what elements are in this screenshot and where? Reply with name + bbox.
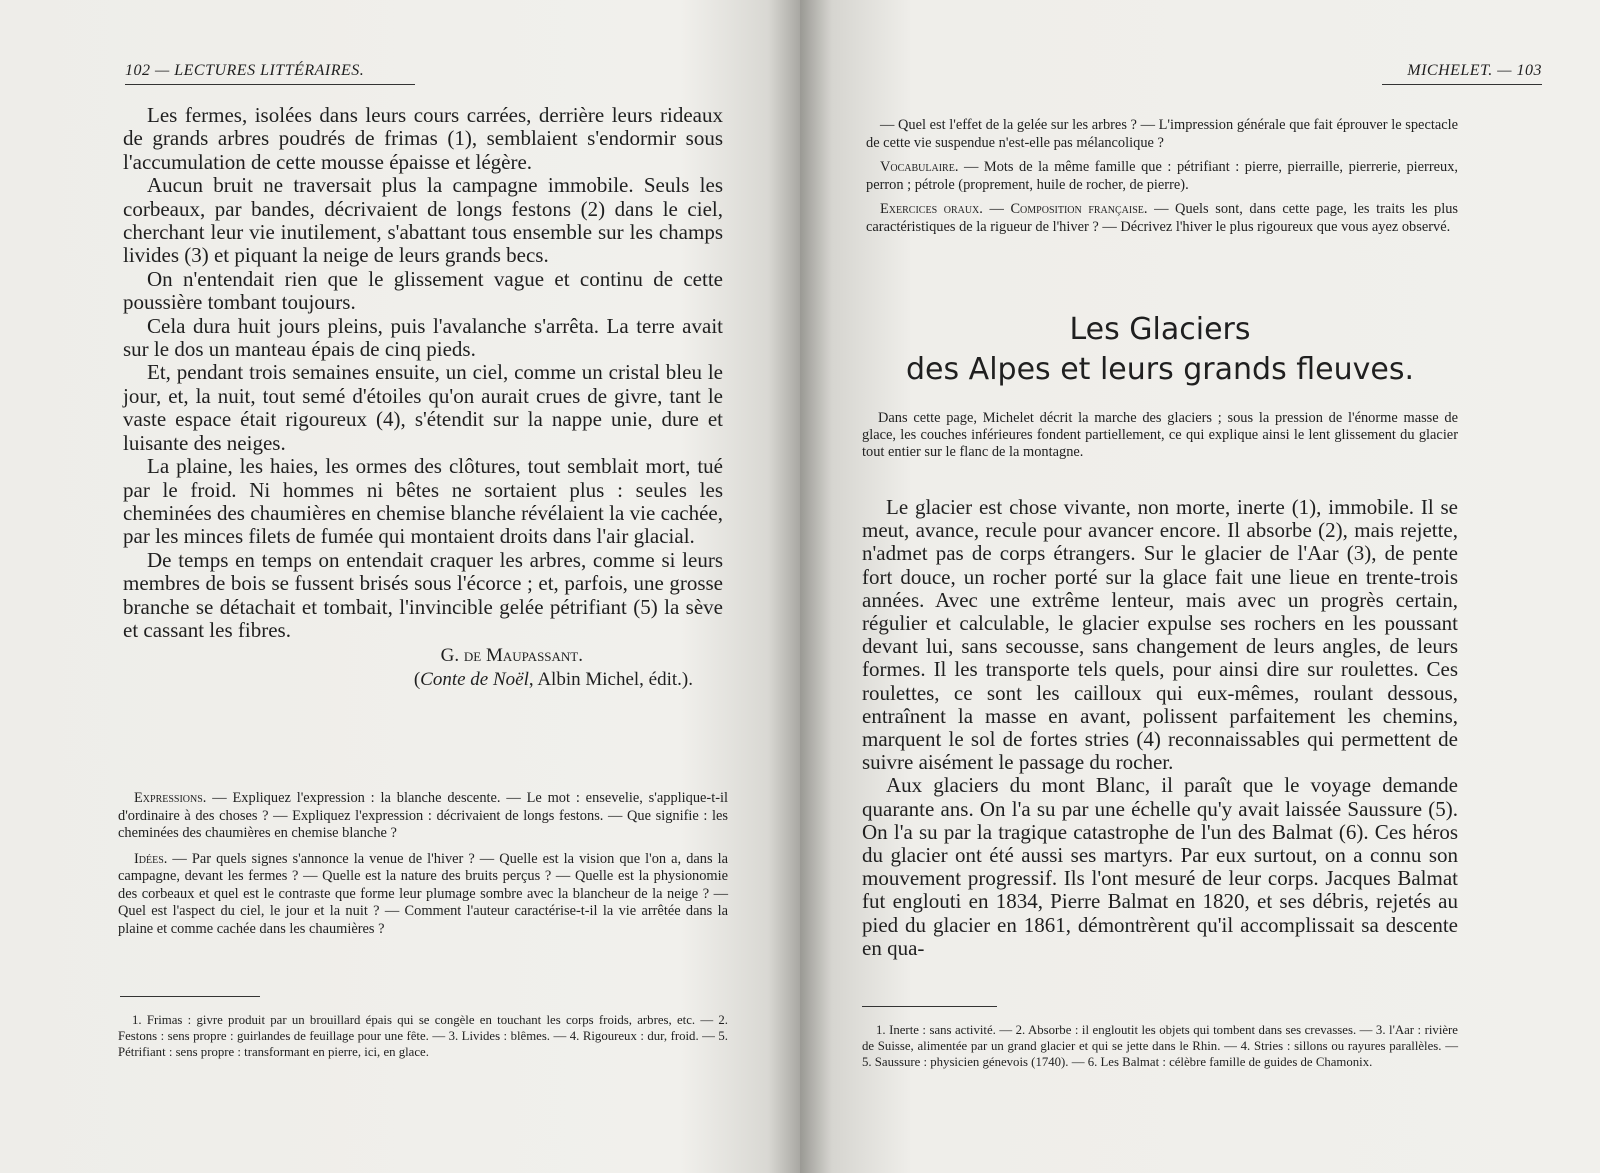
source-title: Conte de Noël (420, 668, 529, 690)
paragraph: Aux glaciers du mont Blanc, il paraît que le voyage demande quarante ans. On l'a su par une échelle qu'y avait laissée Saussure (5). On l'a su par la tragique catastrophe de l'un des Balmat (6). Ces héros du glacier ont été aussi ses martyrs. Par eux surtout, on a connu son mouvement progressif. Ils l'ont mesuré de leur corps. Jacques Balmat fut englouti en 1834, Pierre Balmat en 1820, et ses débris, rejetés au pied du glacier en 1861, démontrèrent qu'il accomplissait sa descente en qua- (862, 773, 1458, 960)
exercise-block (866, 200, 1458, 236)
signature-text: G. de Maupassant. (440, 645, 583, 667)
right-footnotes (862, 1022, 1458, 1070)
paragraph: Cela dura huit jours pleins, puis l'avalanche s'arrêta. La terre avait sur le dos un manteau épais de cinq pieds. (123, 313, 723, 362)
footnote-divider (862, 1006, 997, 1007)
left-page-header: 102 — LECTURES LITTÉRAIRES. (125, 62, 415, 85)
exercise-label: Exercices oraux. — Composition française. (880, 201, 1148, 217)
exercise-block (866, 116, 1458, 152)
source-publisher: , Albin Michel, édit.). (528, 668, 693, 690)
paragraph: Le glacier est chose vivante, non morte, inerte (1), immobile. Il se meut, avance, recule pour avancer encore. Il absorbe (2), mais rejette, n'admet pas de corps étrangers. Sur le glacier de l'Aar (3), de pente fort douce, un rocher porté sur la glace fait une lieue en trente-trois années. Avec une extrême lenteur, mais avec un progrès certain, régulier et calculable, le glacier expulse ses rochers en les poussant devant lui, sans secousse, sans changement de leurs angles, de leurs formes. Il les transporte tels quels, pour ainsi dire sur roulettes. Ces roulettes, ce sont les cailloux qui eux-mêmes, roulant dessous, entraînent la masse en avant, polissent parfaitement les chemins, marquent le sol de fortes stries (4) reconnaissables qui permettent de suivre aisément le passage du rocher. (862, 495, 1458, 775)
right-page-header: MICHELET. — 103 (1382, 62, 1542, 85)
exercise-label: Vocabulaire. (880, 159, 959, 175)
right-body-text (862, 496, 1458, 960)
exercise-text: — Quel est l'effet de la gelée sur les arbres ? — L'impression générale que fait éprouver le spectacle de cette vie suspendue n'est-elle pas mélancolique ? (866, 117, 1458, 151)
left-body-text (123, 104, 723, 691)
footnote-divider (120, 996, 260, 997)
footnote-text: 1. Inerte : sans activité. — 2. Absorbe : il engloutit les objets qui tombent dans ses crevasses. — 3. l'Aar : rivière de Suisse, alimentée par un grand glacier et qui se jette dans le Rhin. — 4. Stries : sillons ou rayures parallèles. — 5. Saussure : physicien génevois (1740). — 6. Les Balmat : célèbre famille de guides de Chamonix. (862, 1023, 1458, 1069)
source-open: ( (413, 668, 421, 690)
exercise-text: — Par quels signes s'annonce la venue de l'hiver ? — Quelle est la vision que l'on a, dans la campagne, devant les fermes ? — Quelle est la nature des bruits perçus ? — Quelle est la physionomie des corbeaux et quel est le contraste que forme leur plumage sombre avec la blancheur de la neige ? — Quel est l'aspect du ciel, le jour et la nuit ? — Comment l'auteur caractérise-t-il la vie arrêtée dans la plaine et comme cachée dans les chaumières ? (118, 850, 728, 937)
exercise-text: — Expliquez l'expression : la blanche descente. — Le mot : ensevelie, s'applique-t-il d'ordinaire à des choses ? — Expliquez l'expression : décrivaient de longs festons. — Que signifie : les cheminées des chaumières en chemise blanche ? (118, 790, 728, 841)
exercise-block (118, 851, 728, 939)
chapter-title-line2: des Alpes et leurs grands fleuves. (906, 352, 1414, 387)
left-footnotes (118, 1012, 728, 1060)
author-signature (123, 644, 583, 667)
footnote-text: 1. Frimas : givre produit par un brouillard épais qui se congèle en touchant les corps froids, arbres, etc. — 2. Festons : sens propre : guirlandes de feuillage pour une fête. — 3. Livides : blêmes. — 4. Rigoureux : dur, froid. — 5. Pétrifiant : sens propre : transformant en pierre, ici, en glace. (118, 1013, 728, 1059)
exercise-label: Idées. (134, 850, 168, 867)
paragraph: Aucun bruit ne traversait plus la campagne immobile. Seuls les corbeaux, par bandes, décrivaient de longs festons (2) dans le ciel, cherchant leur vie inutilement, s'abattant tous ensemble sur les champs livides (3) et piquant la neige de leurs grands becs. (123, 173, 723, 268)
chapter-intro (862, 410, 1458, 461)
exercise-block (866, 158, 1458, 194)
source-citation (123, 668, 693, 691)
paragraph: On n'entendait rien que le glissement vague et continu de cette poussière tombant toujours. (123, 266, 723, 315)
exercise-block (118, 790, 728, 843)
paragraph: De temps en temps on entendait craquer les arbres, comme si leurs membres de bois se fussent brisés sous l'écorce ; et, parfois, une grosse branche se détachait et tombait, l'invincible gelée pétrifiant (5) la sève et cassant les fibres. (123, 547, 723, 642)
exercise-text: — Quels sont, dans cette page, les traits les plus caractéristiques de la rigueur de l'hiver ? — Décrivez l'hiver le plus rigoureux que vous ayez observé. (866, 201, 1459, 235)
exercise-label: Expressions. (134, 790, 207, 806)
paragraph: La plaine, les haies, les ormes des clôtures, tout semblait mort, tué par le froid. Ni hommes ni bêtes ne sortaient plus : seules les cheminées des chaumières en chemise blanche révélaient la vie cachée, par les minces filets de fumée qui montaient droits dans l'air glacial. (123, 454, 723, 549)
paragraph: Et, pendant trois semaines ensuite, un ciel, comme un cristal bleu le jour, et, la nuit, tout semé d'étoiles qu'on aurait crues de givre, tant le vaste espace était rigoureux (4), s'étendit sur la nappe unie, dure et luisante des neiges. (123, 360, 723, 455)
right-top-exercises (866, 116, 1458, 242)
exercise-text: — Mots de la même famille que : pétrifiant : pierre, pierraille, pierrerie, pierreux, perron ; pétrole (proprement, huile de rocher, de pierre). (866, 159, 1458, 193)
left-exercises (118, 790, 728, 946)
paragraph: Les fermes, isolées dans leurs cours carrées, derrière leurs rideaux de grands arbres poudrés de frimas (1), semblaient s'endormir sous l'accumulation de cette mousse épaisse et légère. (123, 103, 723, 174)
intro-text: Dans cette page, Michelet décrit la marche des glaciers ; sous la pression de l'énorme masse de glace, les couches inférieures fondent partiellement, ce qui explique ainsi le lent glissement du glacier tout entier sur le flanc de la montagne. (862, 410, 1458, 460)
chapter-title-line1: Les Glaciers (1069, 312, 1251, 347)
